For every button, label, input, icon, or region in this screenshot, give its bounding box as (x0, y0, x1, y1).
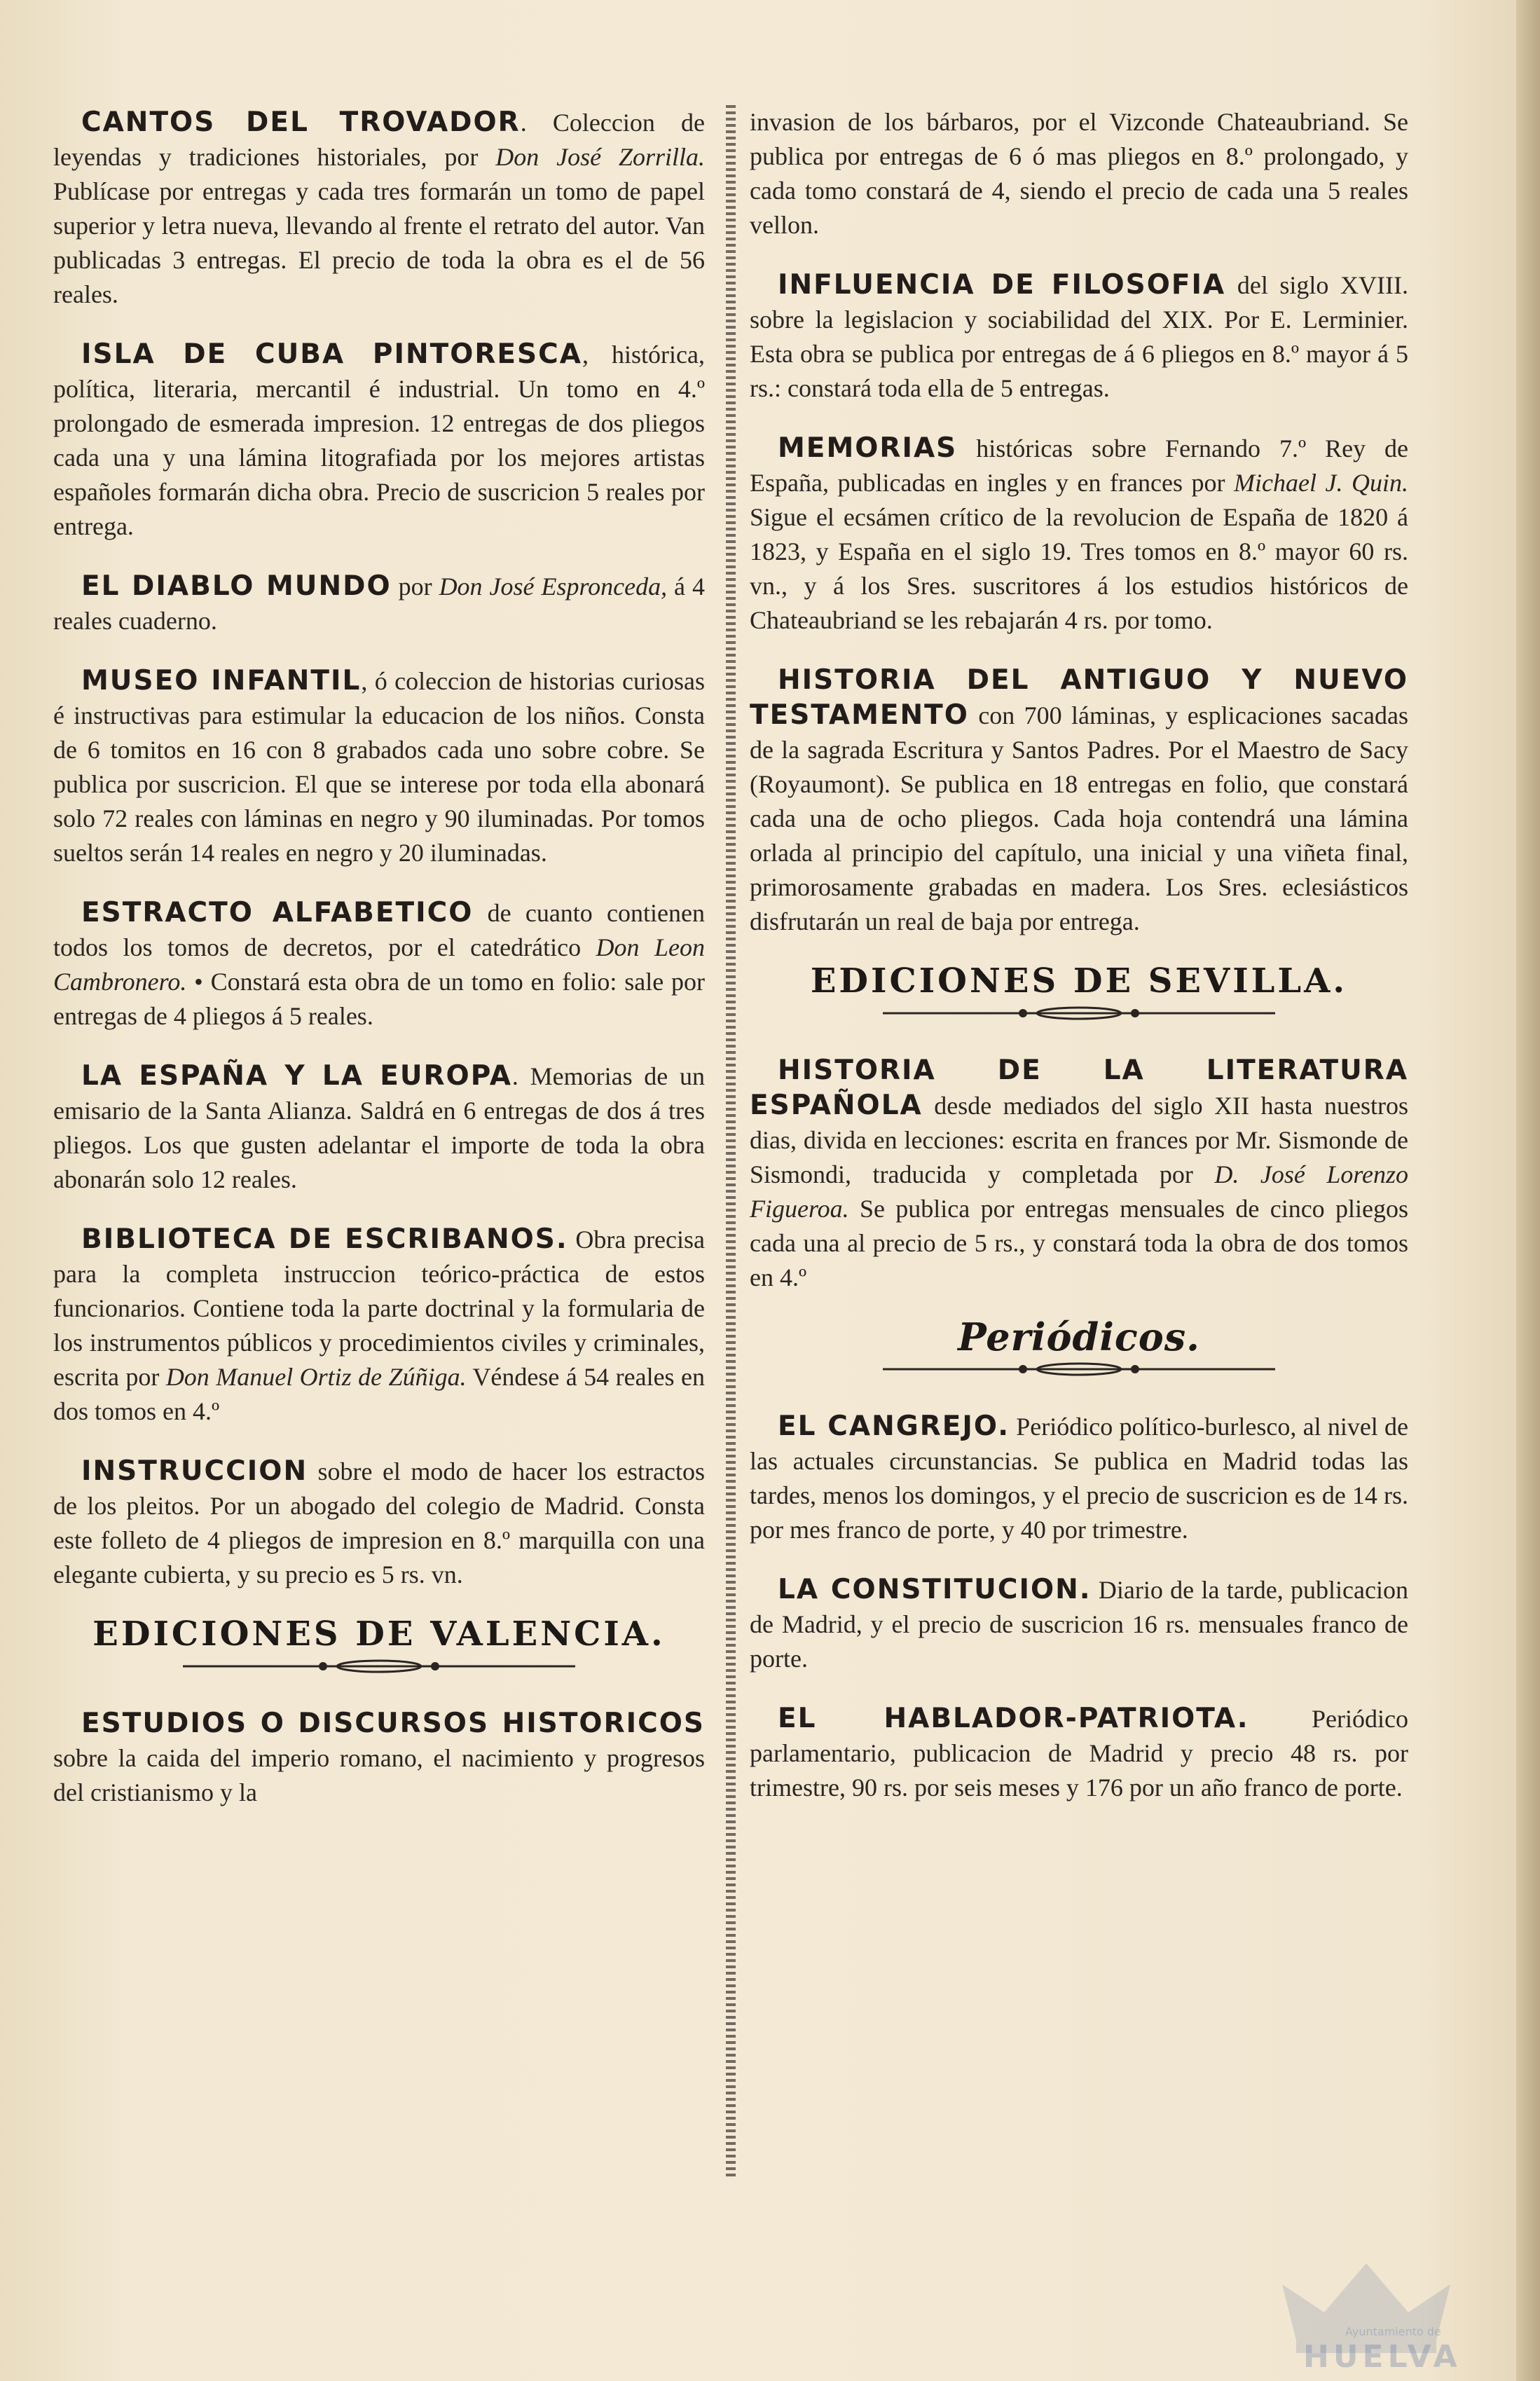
entry-text: Obra precisa para la completa instruccion teórico-práctica de estos funcionarios. Contiene toda la parte doctrinal y la formularia de los instrumentos públicos y procedimientos civiles y criminales, escrita por (53, 1226, 706, 1391)
entry-influencia-filosofia (750, 268, 1408, 406)
entry-text-post: • Constará esta obra de un tomo en folio: sale por entregas de 4 pliegos á 5 reales. (53, 968, 705, 1030)
entry-author: Michael J. Quin. (1234, 469, 1409, 497)
entry-text: Periódico parlamentario, publicacion de Madrid y precio 48 rs. por trimestre, 90 rs. por seis meses y 176 por un año franco de porte. (750, 1705, 1408, 1802)
entry-text: . Memorias de un emisario de la Santa Alianza. Saldrá en 6 entregas de dos á tres pliegos. Los que gusten adelantar el importe de toda la obra abonarán solo 12 reales. (53, 1062, 705, 1193)
entry-instruccion (53, 1454, 705, 1592)
entry-author: Don José Espronceda, (439, 572, 668, 601)
entry-espana-europa (53, 1059, 705, 1197)
entry-text: por (391, 572, 439, 601)
entry-title: EL CANGREJO. (778, 1411, 1010, 1442)
entry-author: Don Leon Cambronero. (53, 933, 705, 996)
entry-title: MUSEO INFANTIL (81, 665, 362, 697)
section-header-valencia: EDICIONES DE VALENCIA. (92, 1614, 666, 1654)
entry-title: LA CONSTITUCION. (778, 1574, 1092, 1605)
entry-la-constitucion (750, 1572, 1408, 1676)
entry-title: CANTOS DEL TROVADOR (81, 107, 521, 138)
entry-title: HISTORIA DE LA LITERATURA ESPAÑOLA (750, 1055, 1408, 1121)
entry-hablador-patriota (750, 1701, 1408, 1805)
entry-el-cangrejo (750, 1409, 1408, 1547)
watermark-text: HUELVA (1303, 2339, 1462, 2375)
entry-historia-literatura (750, 1053, 1408, 1295)
entry-text: Periódico político-burlesco, al nivel de las actuales circunstancias. Se publica en Madrid todas las tardes, menos los domingos, y el precio de suscricion es de 14 rs. por mes franco de porte, y 40 por trimestre. (750, 1413, 1408, 1544)
entry-title: EL DIABLO MUNDO (81, 570, 392, 602)
entry-text: con 700 láminas, y esplicaciones sacadas de la sagrada Escritura y Santos Padres. Por el Maestro de Sacy (Royaumont). Se publica en 18 entregas en folio, que constará cada una de ocho pliegos. Cada hoja contendrá una lámina orlada al principio del capítulo, una inicial y una viñeta final, primorosamente grabadas en madera. Los Sres. eclesiásticos disfrutarán un real de baja por entrega. (750, 701, 1408, 935)
entry-estudios-discursos (53, 1706, 705, 1810)
right-column (750, 105, 1408, 2207)
entry-text-post: á 4 reales cuaderno. (53, 572, 705, 635)
entry-title: EL HABLADOR-PATRIOTA. (778, 1703, 1249, 1734)
entry-museo-infantil (53, 664, 705, 870)
entry-continuation (750, 105, 1408, 242)
entry-text: históricas sobre Fernando 7.º Rey de España, publicadas en ingles y en frances por (750, 434, 1408, 497)
entry-text-post: Sigue el ecsámen crítico de la revolucion de España de 1820 á 1823, y España en el siglo 19. Tres tomos en 8.º mayor 60 rs. vn., y á los Sres. suscritores á los estudios históricos de Chateaubriand se les rebajarán 4 rs. por tomo. (750, 503, 1408, 634)
entry-title: ISLA DE CUBA PINTORESCA (81, 338, 582, 370)
entry-text: invasion de los bárbaros, por el Vizconde Chateaubriand. Se publica por entregas de 6 ó mas pliegos en 8.º prolongado, y cada tomo constará de 4, siendo el precio de cada una 5 reales vellon. (750, 108, 1408, 239)
ornament-rule (883, 1361, 1275, 1377)
page-edge (1516, 0, 1540, 2381)
entry-title: LA ESPAÑA Y LA EUROPA (81, 1060, 512, 1092)
entry-text-post: Publícase por entregas y cada tres formarán un tomo de papel superior y letra nueva, llevando al frente el retrato del autor. Van publicadas 3 entregas. El precio de toda la obra es el de 56 reales. (53, 177, 705, 308)
entry-text: del siglo XVIII. sobre la legislacion y sociabilidad del XIX. Por E. Lerminier. Esta obra se publica por entregas de á 6 pliegos en 8.º mayor á 5 rs.: constará toda ella de 5 entregas. (750, 271, 1408, 402)
entry-title: BIBLIOTECA DE ESCRIBANOS. (81, 1223, 568, 1255)
entry-text: . Coleccion de leyendas y tradiciones historiales, por (53, 109, 705, 171)
entry-author: Don Manuel Ortiz de Zúñiga. (165, 1363, 467, 1391)
entry-text: de cuanto contienen todos los tomos de decretos, por el catedrático (53, 899, 705, 961)
watermark-subtitle: Ayuntamiento de (1345, 2325, 1441, 2338)
entry-diablo-mundo (53, 569, 705, 638)
section-header-sevilla: EDICIONES DE SEVILLA. (810, 961, 1348, 1001)
entry-author: Don José Zorrilla. (495, 143, 705, 171)
entry-title: INFLUENCIA DE FILOSOFIA (778, 269, 1226, 301)
entry-title: INSTRUCCION (81, 1455, 308, 1487)
entry-title: MEMORIAS (778, 432, 958, 464)
entry-isla-de-cuba (53, 337, 705, 544)
entry-text: Diario de la tarde, publicacion de Madrid, y el precio de suscricion 16 rs. mensuales franco de porte. (750, 1576, 1408, 1673)
entry-text-post: Se publica por entregas mensuales de cinco pliegos cada una al precio de 5 rs., y constará toda la obra de dos tomos en 4.º (750, 1195, 1408, 1291)
column-divider (726, 105, 736, 2179)
entry-memorias (750, 431, 1408, 638)
entry-text-post: Véndese á 54 reales en dos tomos en 4.º (53, 1363, 705, 1425)
ornament-rule (883, 1006, 1275, 1021)
entry-title: ESTRACTO ALFABETICO (81, 897, 474, 928)
entry-title: ESTUDIOS O DISCURSOS HISTORICOS (81, 1708, 705, 1739)
entry-biblioteca-escribanos (53, 1222, 705, 1429)
section-header-periodicos: Periódicos. (958, 1315, 1200, 1359)
entry-historia-testamento (750, 663, 1408, 939)
entry-text: sobre la caida del imperio romano, el nacimiento y progresos del cristianismo y la (53, 1744, 705, 1806)
entry-text: , ó coleccion de historias curiosas é instructivas para estimular la educacion de los niños. Consta de 6 tomitos en 16 con 8 grabados cada uno sobre cobre. Se publica por suscricion. El que se interese por toda ella abonará solo 72 reales con láminas en negro y 90 iluminadas. Por tomos sueltos serán 14 reales en negro y 20 iluminadas. (53, 667, 706, 867)
entry-text: sobre el modo de hacer los estractos de los pleitos. Por un abogado del colegio de Madrid. Consta este folleto de 4 pliegos de impresion en 8.º marquilla con una elegante cubierta, y su precio es 5 rs. vn. (53, 1457, 705, 1589)
entry-title: HISTORIA DEL ANTIGUO Y NUEVO TESTAMENTO (750, 664, 1408, 731)
entry-cantos-del-trovador (53, 105, 705, 312)
entry-author: D. José Lorenzo Figueroa. (750, 1160, 1408, 1223)
entry-text: desde mediados del siglo XII hasta nuestros dias, divida en lecciones: escrita en frances por Mr. Sismonde de Sismondi, traducida y completada por (750, 1092, 1408, 1188)
entry-text: , histórica, política, literaria, mercantil é industrial. Un tomo en 4.º prolongado de esmerada impresion. 12 entregas de dos pliegos cada una y una lámina litografiada por los mejores artistas españoles formarán dicha obra. Precio de suscricion 5 reales por entrega. (53, 341, 705, 540)
left-column (53, 105, 705, 2207)
entry-estracto-alfabetico (53, 896, 705, 1034)
ornament-rule (183, 1659, 575, 1674)
